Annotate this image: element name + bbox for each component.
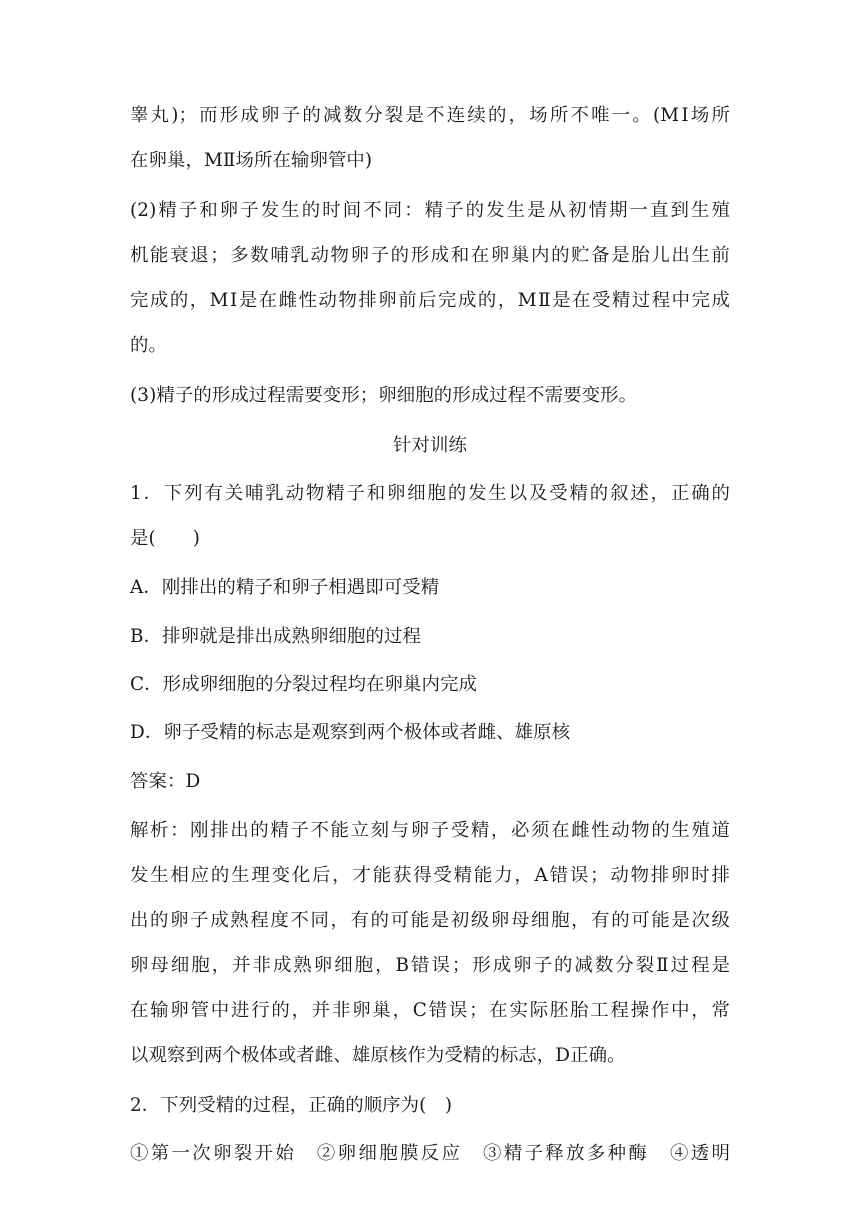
text-line: 完成的，MⅠ是在雌性动物排卵前后完成的，MⅡ是在受精过程中完成 — [130, 290, 730, 311]
option-d: D．卵子受精的标志是观察到两个极体或者雌、雄原核 — [130, 722, 571, 743]
question-stem: 2．下列受精的过程，正确的顺序为( ) — [130, 1095, 453, 1116]
text-line: (2)精子和卵子发生的时间不同：精子的发生是从初情期一直到生殖 — [130, 200, 730, 221]
question-items: ①第一次卵裂开始 ②卵细胞膜反应 ③精子释放多种酶 ④透明 — [130, 1143, 730, 1164]
answer: 答案：D — [130, 771, 201, 792]
text-line: 在卵巢，MⅡ场所在输卵管中) — [130, 150, 373, 171]
question-stem: 1．下列有关哺乳动物精子和卵细胞的发生以及受精的叙述，正确的 — [130, 483, 730, 504]
question-stem: 是( ) — [130, 528, 201, 549]
text-line: 睾丸)；而形成卵子的减数分裂是不连续的，场所不唯一。(MⅠ场所 — [130, 105, 730, 126]
analysis-line: 出的卵子成熟程度不同，有的可能是初级卵母细胞，有的可能是次级 — [130, 910, 730, 931]
text-line: (3)精子的形成过程需要变形；卵细胞的形成过程不需要变形。 — [130, 385, 638, 406]
document-page — [130, 0, 730, 1216]
analysis-line: 卵母细胞，并非成熟卵细胞，B错误；形成卵子的减数分裂Ⅱ过程是 — [130, 955, 730, 976]
text-line: 机能衰退；多数哺乳动物卵子的形成和在卵巢内的贮备是胎儿出生前 — [130, 245, 730, 266]
section-heading: 针对训练 — [393, 435, 467, 456]
analysis-line: 发生相应的生理变化后，才能获得受精能力，A错误；动物排卵时排 — [130, 865, 730, 886]
option-a: A．刚排出的精子和卵子相遇即可受精 — [130, 577, 440, 598]
analysis-line: 在输卵管中进行的，并非卵巢，C错误；在实际胚胎工程操作中，常 — [130, 1000, 730, 1021]
analysis-line: 以观察到两个极体或者雌、雄原核作为受精的标志，D正确。 — [130, 1045, 626, 1066]
option-b: B．排卵就是排出成熟卵细胞的过程 — [130, 626, 421, 647]
analysis-line: 解析：刚排出的精子不能立刻与卵子受精，必须在雌性动物的生殖道 — [130, 820, 730, 841]
option-c: C．形成卵细胞的分裂过程均在卵巢内完成 — [130, 674, 478, 695]
text-line: 的。 — [130, 335, 167, 356]
